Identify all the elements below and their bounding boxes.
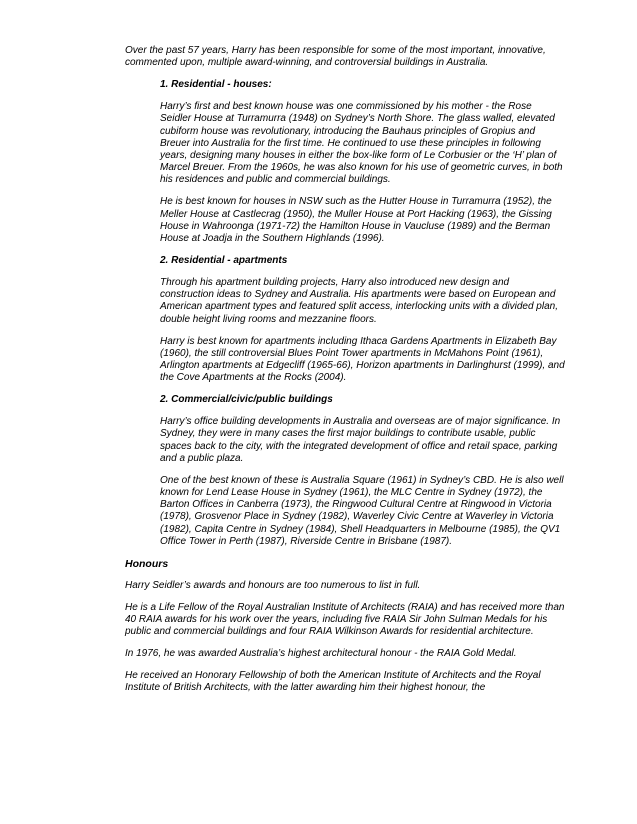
section-heading-commercial: 2. Commercial/civic/public buildings <box>160 394 333 406</box>
section-paragraph: Harry’s first and best known house was one commissioned by his mother - the Rose Seidler House at Turramurra (1948) on Sydney’s North Shore. The glass walled, elevated cubiform house was revolutionary, introducing the Bauhaus principles of Gropius and Breuer into Australia for the first time. He continued to use these principles in following years, designing many houses in either the box-like form of Le Corbusier or the ‘H’ plan of Marcel Breuer. From the 1960s, he was also known for his use of geometric curves, in both his residences and public and commercial buildings. <box>160 101 563 186</box>
section-heading-residential-apartments: 2. Residential - apartments <box>160 255 288 267</box>
honours-paragraph: He received an Honorary Fellowship of both the American Institute of Architects and the Royal Institute of British Architects, with the latter awarding him their highest honour, the <box>125 670 541 694</box>
section-paragraph: Through his apartment building projects, Harry also introduced new design and construction ideas to Sydney and Australia. His apartments were based on European and American apartment types and featured split access, interlocking units with a divided plan, double height living rooms and mezzanine floors. <box>160 277 558 325</box>
intro-paragraph: Over the past 57 years, Harry has been responsible for some of the most important, innovative, commented upon, multiple award-winning, and controversial buildings in Australia. <box>125 45 546 69</box>
section-paragraph: He is best known for houses in NSW such as the Hutter House in Turramurra (1952), the Meller House at Castlecrag (1950), the Muller House at Port Hacking (1963), the Gissing House in Wahroonga (1971-72) the Hamilton House in Vaucluse (1989) and the Berman House at Joadja in the Southern Highlands (1996). <box>160 196 552 245</box>
section-paragraph: Harry is best known for apartments including Ithaca Gardens Apartments in Elizabeth Bay (1960), the still controversial Blues Point Tower apartments in McMahons Point (1961), Arlington apartments at Edgecliff (1965-66), Horizon apartments in Darlinghurst (1999), and the Cove Apartments at the Rocks (2004). <box>160 335 565 384</box>
section-paragraph: One of the best known of these is Australia Square (1961) in Sydney’s CBD. He is also well known for Lend Lease House in Sydney (1961), the MLC Centre in Sydney (1972), the Barton Offices in Canberra (1973), the Ringwood Cultural Centre at Ringwood in Victoria (1978), Grosvenor Place in Sydney (1982), Waverley Civic Centre at Waverley in Victoria (1982), Capita Centre in Sydney (1984), Shell Headquarters in Melbourne (1985), the QV1 Office Tower in Perth (1987), Riverside Centre in Brisbane (1987). <box>160 474 564 547</box>
honours-heading: Honours <box>125 557 169 570</box>
honours-paragraph: Harry Seidler’s awards and honours are too numerous to list in full. <box>125 579 421 591</box>
section-paragraph: Harry’s office building developments in Australia and overseas are of major significance. In Sydney, they were in many cases the first major buildings to contribute usable, public spaces back to the city, with the integrated development of office and retail space, parking and a public plaza. <box>160 416 561 464</box>
document-body <box>125 45 565 704</box>
section-heading-residential-houses: 1. Residential - houses: <box>160 79 272 91</box>
honours-paragraph: In 1976, he was awarded Australia’s highest architectural honour - the RAIA Gold Medal. <box>125 648 517 660</box>
honours-paragraph: He is a Life Fellow of the Royal Australian Institute of Architects (RAIA) and has received more than 40 RAIA awards for his work over the years, including five RAIA Sir John Sulman Medals for his public and commercial buildings and four RAIA Wilkinson Awards for residential architecture. <box>125 601 565 638</box>
